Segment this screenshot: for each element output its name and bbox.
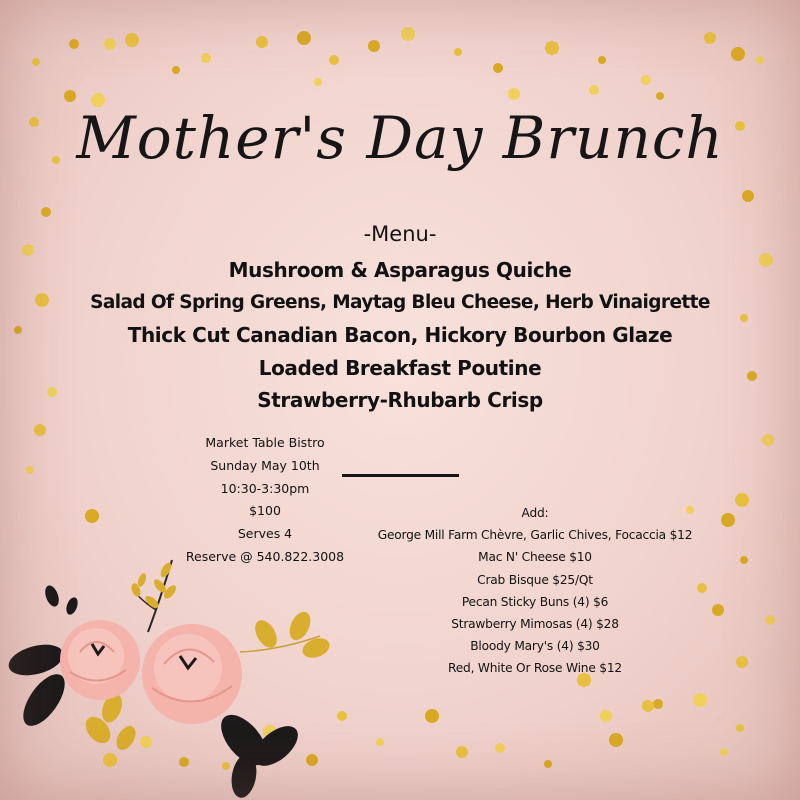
event-date: Sunday May 10th [210,457,320,473]
menu-item: Mushroom & Asparagus Quiche [228,258,572,282]
gold-dot-icon [642,700,654,712]
gold-dot-icon [401,27,415,41]
gold-dot-icon [736,724,744,732]
gold-dot-icon [32,58,40,66]
gold-dot-icon [762,434,774,446]
gold-dot-icon [544,760,552,768]
gold-dot-icon [64,90,76,102]
gold-dot-icon [545,41,559,55]
gold-dot-icon [508,88,520,100]
gold-dot-icon [368,40,380,52]
event-info [180,432,350,569]
addon-item: Mac N' Cheese $10 [478,550,592,565]
gold-dot-icon [256,36,268,48]
gold-dot-icon [720,748,728,756]
gold-dot-icon [600,710,612,722]
pink-peony-floral-icon [0,540,360,800]
gold-dot-icon [735,493,749,507]
gold-dot-icon [589,85,599,95]
section-divider [342,474,459,477]
gold-dot-icon [765,615,775,625]
poster-title: Mother's Day Brunch [76,104,724,172]
gold-dot-icon [756,56,764,64]
gold-dot-icon [329,55,339,65]
gold-dot-icon [425,709,439,723]
gold-dot-icon [653,699,663,709]
addon-item: Strawberry Mimosas (4) $28 [451,617,619,632]
gold-dot-icon [704,32,716,44]
gold-dot-icon [297,31,311,45]
gold-dot-icon [454,48,462,56]
addon-item: Pecan Sticky Buns (4) $6 [461,594,609,609]
gold-dot-icon [493,63,503,73]
menu-item: Salad Of Spring Greens, Maytag Bleu Cheese, Herb Vinaigrette [90,291,710,313]
venue-name: Market Table Bistro [205,435,325,450]
gold-dot-icon [598,56,606,64]
addon-item: Crab Bisque $25/Qt [477,572,593,587]
gold-dot-icon [125,33,139,47]
addon-item: Bloody Mary's (4) $30 [470,639,600,654]
event-time: 10:30-3:30pm [220,480,310,496]
menu-item: Loaded Breakfast Poutine [258,355,542,380]
gold-dot-icon [85,509,99,523]
menu-heading: -Menu- [363,222,437,246]
event-price: $100 [249,503,281,519]
gold-dot-icon [376,738,384,746]
gold-dot-icon [201,53,211,63]
menu-item: Thick Cut Canadian Bacon, Hickory Bourbon Glaze [127,323,673,347]
serving-size: Serves 4 [237,526,293,542]
gold-dot-icon [41,207,51,217]
addon-item: George Mill Farm Chèvre, Garlic Chives, Focaccia $12 [377,528,693,543]
gold-dot-icon [609,733,623,747]
gold-dot-icon [456,746,468,758]
gold-dot-icon [104,38,116,50]
gold-dot-icon [740,556,748,564]
gold-dot-icon [69,39,79,49]
menu-list [0,254,800,417]
gold-dot-icon [34,424,46,436]
gold-dot-icon [26,466,34,474]
gold-dot-icon [656,92,664,100]
gold-dot-icon [736,656,748,668]
gold-dot-icon [641,75,651,85]
menu-item: Strawberry-Rhubarb Crisp [257,388,543,412]
gold-dot-icon [731,47,745,61]
addons-heading: Add: [521,506,549,520]
gold-dot-icon [314,78,322,86]
gold-dot-icon [172,66,180,74]
gold-dot-icon [742,190,754,202]
addons-list [340,502,730,680]
reserve-phone: Reserve @ 540.822.3008 [185,548,345,564]
gold-dot-icon [495,743,505,753]
addon-item: Red, White Or Rose Wine $12 [448,661,622,676]
gold-dot-icon [693,693,707,707]
